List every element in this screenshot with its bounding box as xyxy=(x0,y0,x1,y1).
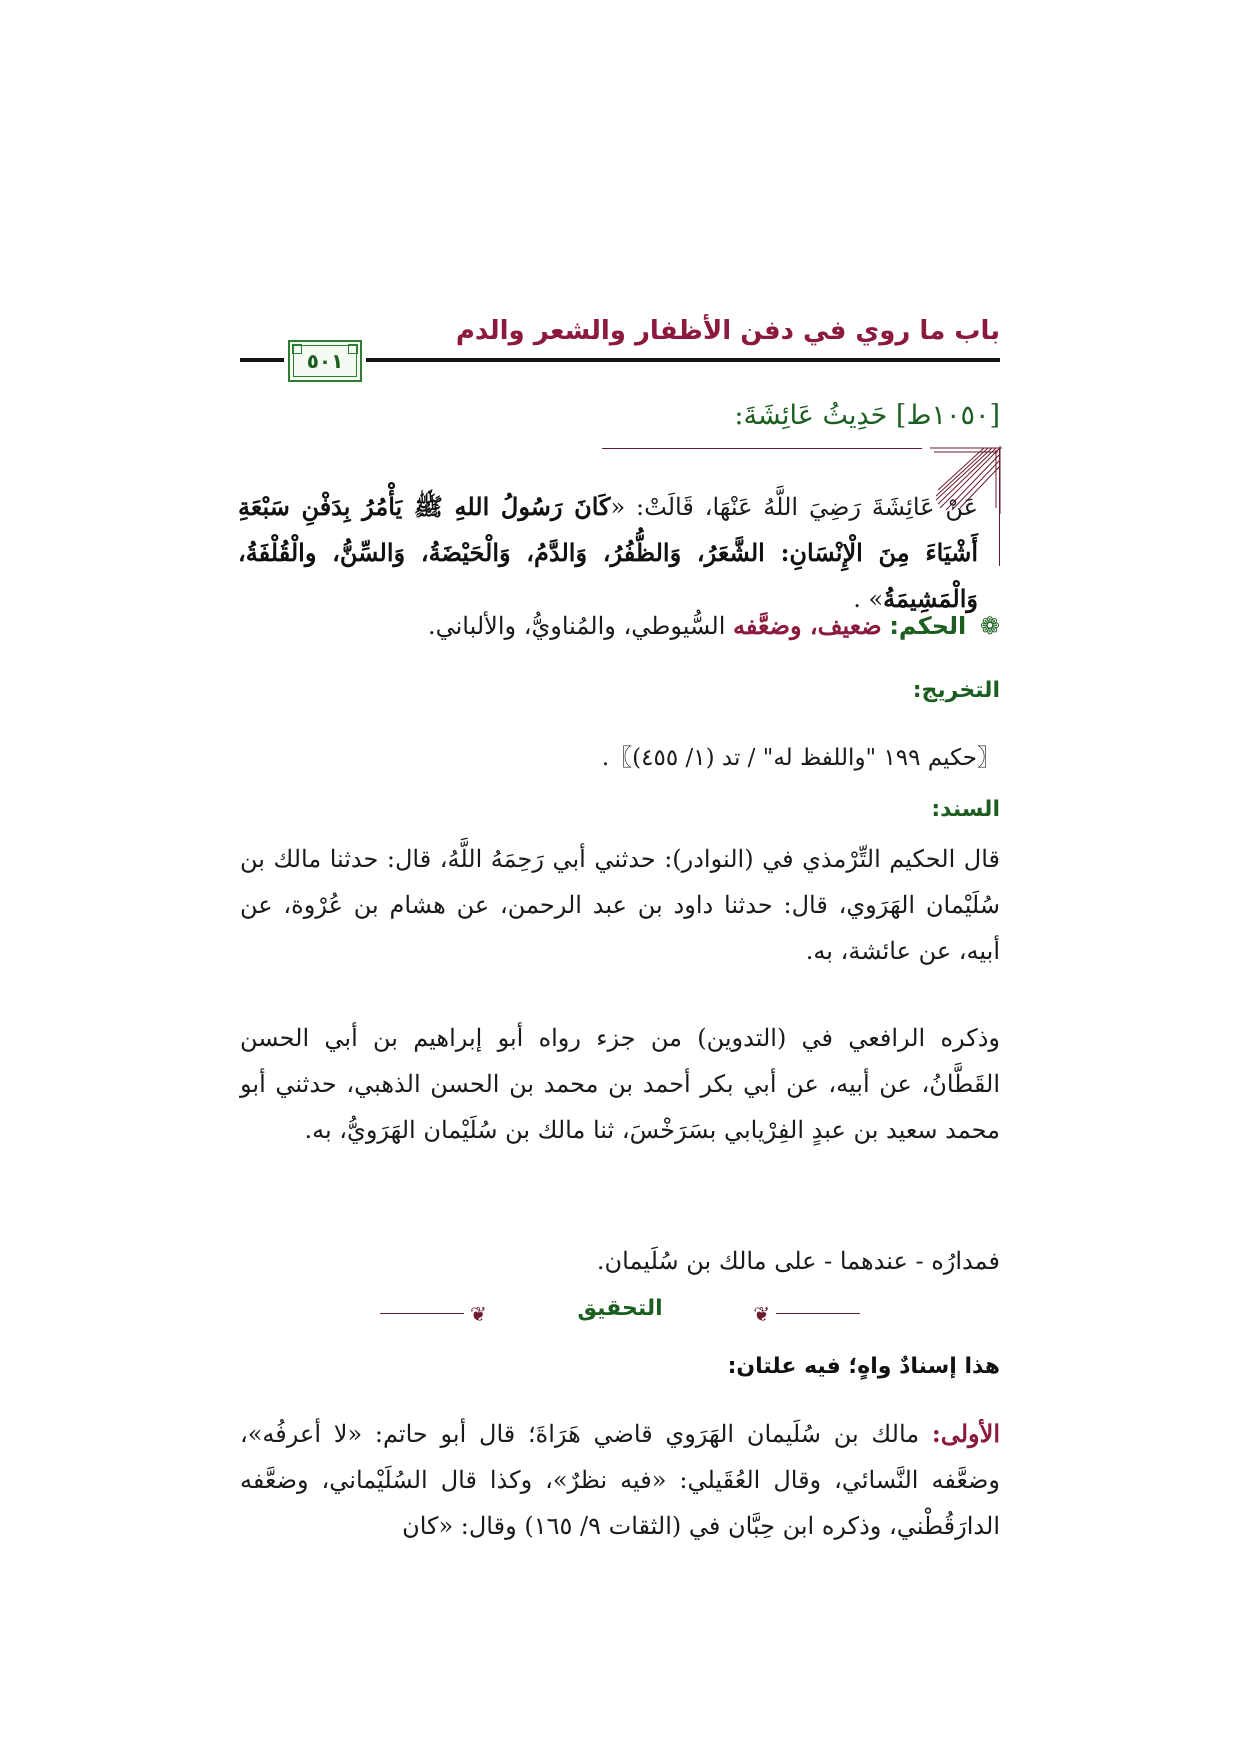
first-defect-paragraph xyxy=(240,1411,1000,1549)
tahqiq-divider xyxy=(380,1296,860,1332)
hadith-box xyxy=(234,448,1000,613)
takhrij-line: 〖حكيم ١٩٩ "واللفظ له" / تد (١/ ٤٥٥)〗. xyxy=(601,745,1000,771)
first-defect-label: الأولى: xyxy=(931,1419,1000,1448)
running-title: باب ما روي في دفن الأظفار والشعر والدم xyxy=(455,316,1000,346)
tahqiq-label: التحقيق xyxy=(577,1296,663,1321)
flower-icon: ❁ xyxy=(979,612,1000,640)
divider-bar xyxy=(380,1313,464,1314)
ruling-label: الحكم: xyxy=(889,612,967,640)
divider-ornament-icon: ❦ xyxy=(753,1302,770,1326)
ruling-rest: السُّيوطي، والمُناويُّ، والألباني. xyxy=(427,612,733,640)
verdict-line: هذا إسنادٌ واهٍ؛ فيه علتان: xyxy=(727,1354,1000,1379)
ruling-line xyxy=(240,611,1000,640)
sanad-heading: السند: xyxy=(931,797,1000,822)
sanad-conclusion: فمدارُه - عندهما - على مالك بن سُلَيمان. xyxy=(596,1247,1000,1275)
header-rule xyxy=(240,358,284,362)
hadith-matn: كَانَ رَسُولُ اللهِ ﷺ يَأْمُرُ بِدَفْنِ سَبْعَةِ أَشْيَاءَ مِنَ الْإِنْسَانِ: الشَّعَرُ، وَالظُّفُرُ، وَالدَّمُ، وَالْحَيْضَةُ، وَالسِّنُّ، والْقُلْفَةُ، وَالْمَشِيمَةُ xyxy=(238,492,978,613)
divider-ornament-icon: ❦ xyxy=(470,1302,487,1326)
sanad-paragraph: وذكره الرافعي في (التدوين) من جزء رواه أبو إبراهيم بن أبي الحسن القَطَّانُ، عن أبيه، عن أبي بكر أحمد بن محمد بن الحسن الذهبي، حدثني أبو محمد سعيد بن عبدٍ الفِرْيابي بسَرَخْسَ، ثنا مالك بن سُلَيْمان الهَرَويُّ، به. xyxy=(240,1024,1000,1144)
takhrij-heading: التخريج: xyxy=(912,678,1000,703)
hadith-intro: عَنْ عَائِشَةَ رَضِيَ اللَّهُ عَنْهَا، قَالَتْ: « xyxy=(610,493,978,521)
hadith-heading: [١٠٥٠ط] حَدِيثُ عَائِشَةَ: xyxy=(734,400,1000,431)
hadith-text xyxy=(238,484,978,622)
header-rule xyxy=(366,358,1000,362)
hadith-box-top-line xyxy=(602,448,922,449)
ruling-value: ضعيف، وضعَّفه xyxy=(732,611,882,640)
first-defect-text: مالك بن سُلَيمان الهَرَوي قاضي هَرَاةَ؛ قال أبو حاتم: «لا أعرفُه»، وضعَّفه النَّسائي، وقال العُقَيلي: «فيه نظرٌ»، وكذا قال السُلَيْماني، وضعَّفه الدارَقُطْني، وذكره ابن حِبَّان في (الثقات ٩/ ١٦٥) وقال: «كان xyxy=(240,1420,1000,1540)
page-number: ٥٠١ xyxy=(288,340,362,382)
hadith-outro: » . xyxy=(853,585,884,613)
sanad-paragraph: قال الحكيم التِّرْمذي في (النوادر): حدثني أبي رَحِمَهُ اللَّهُ، قال: حدثنا مالك بن سُلَيْمان الهَرَوي، قال: حدثنا داود بن عبد الرحمن، عن هشام بن عُرْوة، عن أبيه، عن عائشة، به. xyxy=(240,845,1000,965)
